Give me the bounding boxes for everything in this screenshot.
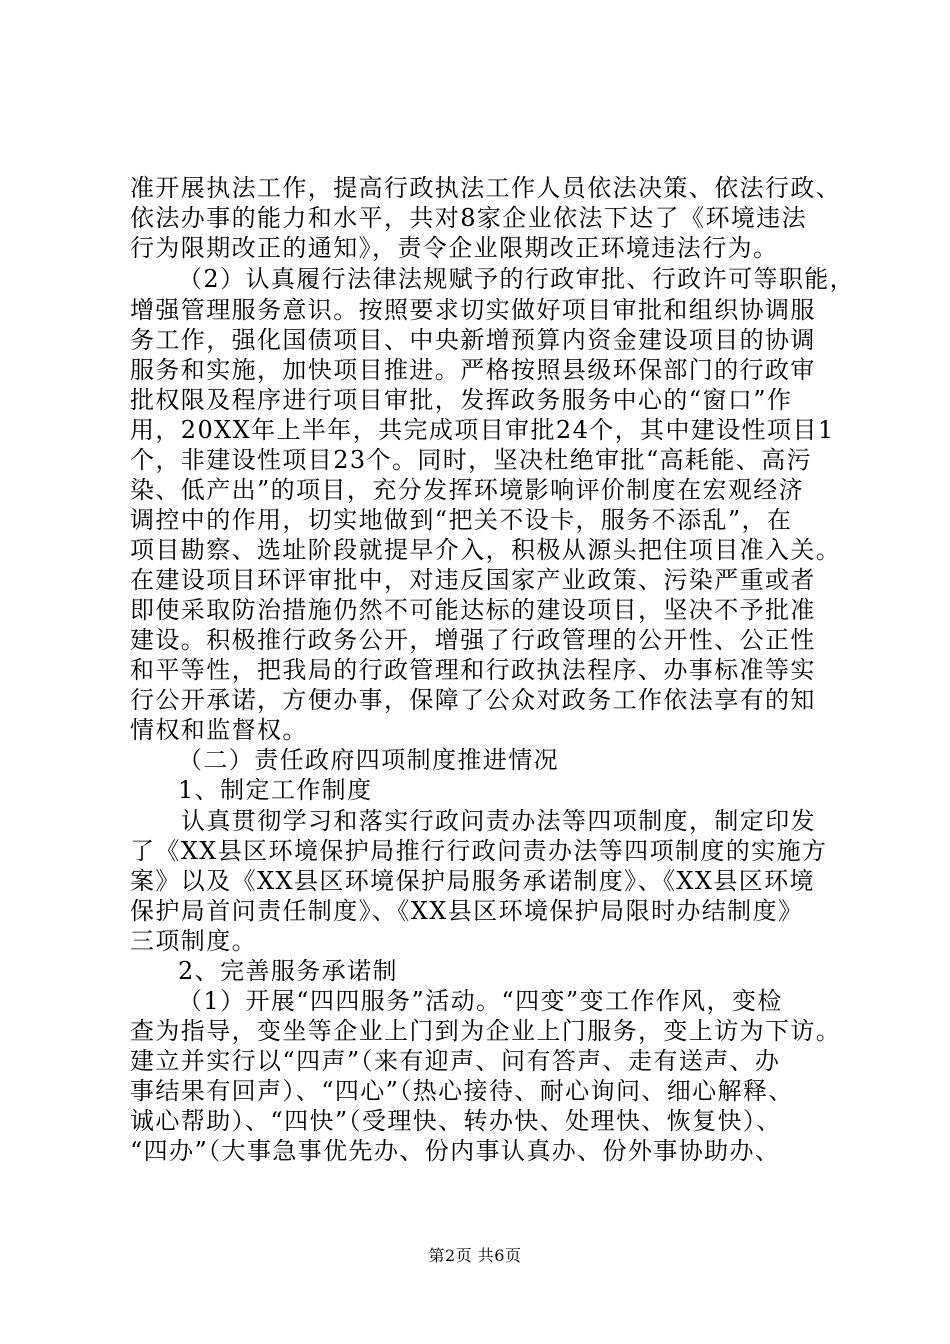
text-line-9: 用，20XX年上半年，共完成项目审批24个，其中建设性项目1 xyxy=(130,416,835,444)
subsection-heading-1: 1、制定工作制度 xyxy=(178,776,373,804)
text-line-12: 调控中的作用，切实地做到“把关不设卡，服务不添乱”，在 xyxy=(130,506,793,534)
text-line-6: 务工作，强化国债项目、中央新增预算内资金建设项目的协调 xyxy=(130,326,816,354)
text-line-7: 服务和实施，加快项目推进。严格按照县级环保部门的行政审 xyxy=(130,356,816,384)
text-line-30: 建立并实行以“四声”（来有迎声、问有答声、走有送声、办 xyxy=(130,1047,781,1075)
text-line-26: 三项制度。 xyxy=(130,927,257,955)
text-line-4: （2）认真履行法律法规赋予的行政审批、行政许可等职能， xyxy=(178,265,856,293)
text-line-1: 准开展执法工作，提高行政执法工作人员依法决策、依法行政、 xyxy=(130,174,842,202)
text-line-22: 认真贯彻学习和落实行政问责办法等四项制度，制定印发 xyxy=(181,807,816,835)
text-line-3: 行为限期改正的通知》，责令企业限期改正环境违法行为。 xyxy=(130,234,779,262)
text-line-8: 批权限及程序进行项目审批，发挥政务服务中心的“窗口”作 xyxy=(130,386,793,414)
text-line-31: 事结果有回声）、“四心”（热心接待、耐心询问、细心解释、 xyxy=(130,1077,794,1105)
page-number-footer: 第2页 共6页 xyxy=(428,1246,522,1265)
text-line-15: 即使采取防治措施仍然不可能达标的建设项目，坚决不予批准 xyxy=(130,596,816,624)
text-line-2: 依法办事的能力和水平，共对8家企业依法下达了《环境违法 xyxy=(130,204,808,232)
subsection-heading-2: 2、完善服务承诺制 xyxy=(178,957,398,985)
text-line-18: 行公开承诺，方便办事，保障了公众对政务工作依法享有的知 xyxy=(130,686,816,714)
text-line-16: 建设。积极推行政务公开，增强了行政管理的公开性、公正性 xyxy=(130,626,816,654)
text-line-33: “四办”（大事急事优先办、份内事认真办、份外事协助办、 xyxy=(130,1137,781,1165)
text-line-19: 情权和监督权。 xyxy=(130,716,308,744)
text-line-13: 项目勘察、选址阶段就提早介入，积极从源头把住项目准入关。 xyxy=(130,536,842,564)
text-line-10: 个，非建设性项目23个。同时，坚决杜绝审批“高耗能、高污 xyxy=(130,446,813,474)
text-line-14: 在建设项目环评审批中，对违反国家产业政策、污染严重或者 xyxy=(130,566,816,594)
section-heading: （二）责任政府四项制度推进情况 xyxy=(178,746,559,774)
text-line-24: 案》以及《XX县区环境保护局服务承诺制度》、《XX县区环境 xyxy=(130,867,815,895)
text-line-32: 诚心帮助）、“四快”（受理快、转办快、处理快、恢复快）、 xyxy=(130,1107,782,1135)
text-line-17: 和平等性，把我局的行政管理和行政执法程序、办事标准等实 xyxy=(130,656,816,684)
text-line-25: 保护局首问责任制度》、《XX县区环境保护局限时办结制度》 xyxy=(130,897,804,925)
text-line-5: 增强管理服务意识。按照要求切实做好项目审批和组织协调服 xyxy=(130,296,816,324)
text-line-28: （1）开展“四四服务”活动。“四变”变工作作风，变检 xyxy=(178,987,783,1015)
text-line-29: 查为指导，变坐等企业上门到为企业上门服务，变上访为下访。 xyxy=(130,1017,842,1045)
text-line-23: 了《XX县区环境保护局推行行政问责办法等四项制度的实施方 xyxy=(130,837,828,865)
text-line-11: 染、低产出”的项目，充分发挥环境影响评价制度在宏观经济 xyxy=(130,476,805,504)
